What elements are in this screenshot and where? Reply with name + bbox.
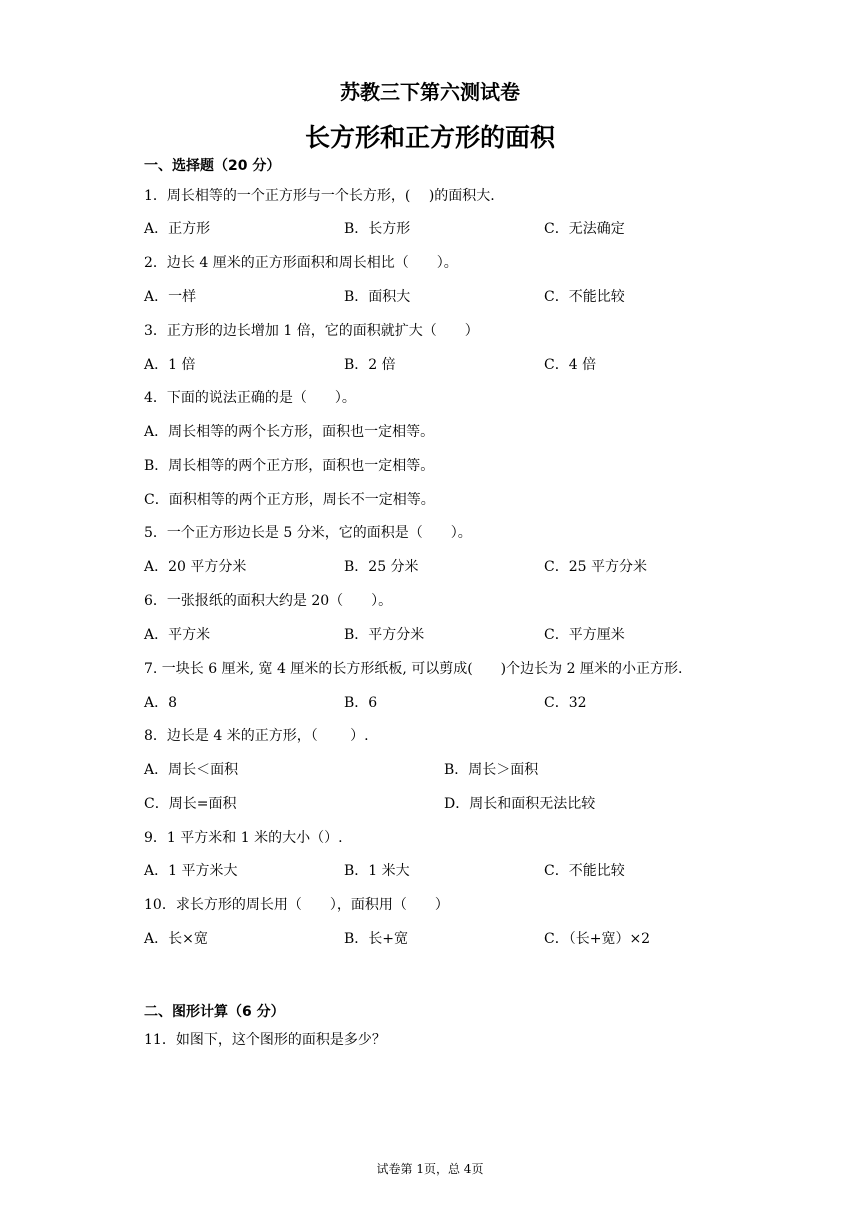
option-c: C．不能比较 <box>544 863 625 879</box>
option-b: B．周长相等的两个正方形，面积也一定相等。 <box>144 458 435 474</box>
option-c: C．面积相等的两个正方形，周长不一定相等。 <box>144 492 435 508</box>
question-stem: 6．一张报纸的面积大约是 20（ ）。 <box>144 593 393 609</box>
option-b: B．长方形 <box>344 221 411 237</box>
question-stem: 11．如图下，这个图形的面积是多少？ <box>144 1032 386 1048</box>
option-c: C．周长=面积 <box>144 796 237 812</box>
option-c: C．不能比较 <box>544 289 625 305</box>
question-stem: 3．正方形的边长增加 1 倍，它的面积就扩大（ ） <box>144 323 479 339</box>
option-a: A．正方形 <box>144 221 211 237</box>
option-c: C．25 平方分米 <box>544 559 647 575</box>
option-a: A．8 <box>144 695 178 711</box>
option-b: B．平方分米 <box>344 627 425 643</box>
question-stem: 1．周长相等的一个正方形与一个长方形，( )的面积大. <box>144 188 495 204</box>
option-b: B．2 倍 <box>344 357 396 373</box>
option-c: C．（长+宽）×2 <box>544 931 651 947</box>
option-b: B．周长＞面积 <box>444 762 539 778</box>
option-a: A．长×宽 <box>144 931 208 947</box>
question-stem: 5．一个正方形边长是 5 分米，它的面积是（ ）。 <box>144 525 472 541</box>
question-stem: 4．下面的说法正确的是（ ）。 <box>144 390 356 406</box>
section-heading-choice: 一、选择题（20 分） <box>144 158 281 174</box>
option-a: A．周长相等的两个长方形，面积也一定相等。 <box>144 424 435 440</box>
option-b: B．1 米大 <box>344 863 410 879</box>
option-b: B．长+宽 <box>344 931 409 947</box>
question-stem: 10．求长方形的周长用（ ），面积用（ ） <box>144 897 449 913</box>
option-a: A．20 平方分米 <box>144 559 247 575</box>
page-footer: 试卷第 1页，总 4页 <box>376 1162 484 1176</box>
option-c: C．平方厘米 <box>544 627 625 643</box>
exam-subtitle: 苏教三下第六测试卷 <box>340 80 520 104</box>
option-a: A．1 倍 <box>144 357 196 373</box>
option-a: A．平方米 <box>144 627 211 643</box>
option-c: C．无法确定 <box>544 221 625 237</box>
question-stem: 9．1 平方米和 1 米的大小（）. <box>144 830 343 846</box>
question-stem: 8．边长是 4 米的正方形，（ ）. <box>144 728 369 744</box>
option-a: A．1 平方米大 <box>144 863 238 879</box>
option-a: A．周长＜面积 <box>144 762 239 778</box>
option-a: A．一样 <box>144 289 197 305</box>
exam-title: 长方形和正方形的面积 <box>304 123 555 152</box>
section-heading-calc: 二、图形计算（6 分） <box>144 1004 285 1020</box>
option-c: C．4 倍 <box>544 357 597 373</box>
option-b: B．25 分米 <box>344 559 419 575</box>
question-stem: 7. 一块长 6 厘米, 宽 4 厘米的长方形纸板, 可以剪成( )个边长为 2 厘米的小正方形. <box>144 661 683 677</box>
question-stem: 2．边长 4 厘米的正方形面积和周长相比（ ）。 <box>144 255 458 271</box>
option-c: C．32 <box>544 695 587 711</box>
option-b: B．6 <box>344 695 378 711</box>
option-d: D．周长和面积无法比较 <box>444 796 596 812</box>
option-b: B．面积大 <box>344 289 411 305</box>
